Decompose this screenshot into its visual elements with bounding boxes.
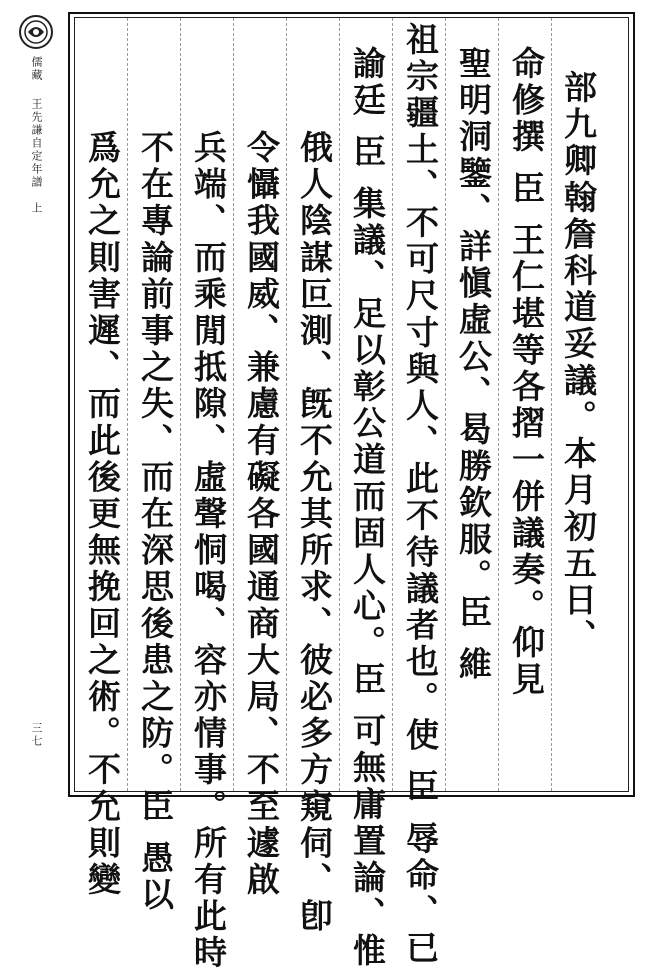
text-column-9: 不在專論前事之失、而在深思後患之防。臣 愚以 [136,130,175,914]
column-rule [551,18,552,791]
text-column-2: 命修撰 臣 王仁堪等各摺一併議奏。仰見 [507,46,546,699]
text-column-7: 令懾我國威、兼慮有礙各國通商大局、不至遽啟 [242,130,281,899]
text-column-3: 聖明洞鑒、詳愼虛公、曷勝欽服。臣 維 [454,46,493,684]
column-rule [498,18,499,791]
column-rule [339,18,340,791]
seal-caption: 儒藏 [30,56,43,82]
seal-logo [18,14,54,50]
column-rule [392,18,393,791]
text-column-10: 爲允之則害遲、而此後更無挽回之術。不允則變 [83,130,122,899]
column-rule [286,18,287,791]
column-rule [445,18,446,791]
text-column-5: 諭廷 臣 集議、足以彰公道而固人心。臣 可無庸置論、惟 [348,46,387,970]
page-number: 三七 [30,722,43,748]
column-rule [233,18,234,791]
text-column-1: 部九卿翰詹科道妥議。本月初五日、 [559,70,598,656]
column-rule [127,18,128,791]
column-rule [180,18,181,791]
text-column-8: 兵端、而乘閒抵隙、虛聲恫喝、容亦情事。所有此時 [189,130,228,972]
book-title: 王先謙自定年譜 上 [30,98,43,215]
text-column-4: 祖宗疆土、不可尺寸與人、此不待議者也。使 臣 辱命、已 [401,22,440,968]
text-column-6: 俄人陰謀叵測、旣不允其所求、彼必多方窺伺、卽 [295,130,334,936]
